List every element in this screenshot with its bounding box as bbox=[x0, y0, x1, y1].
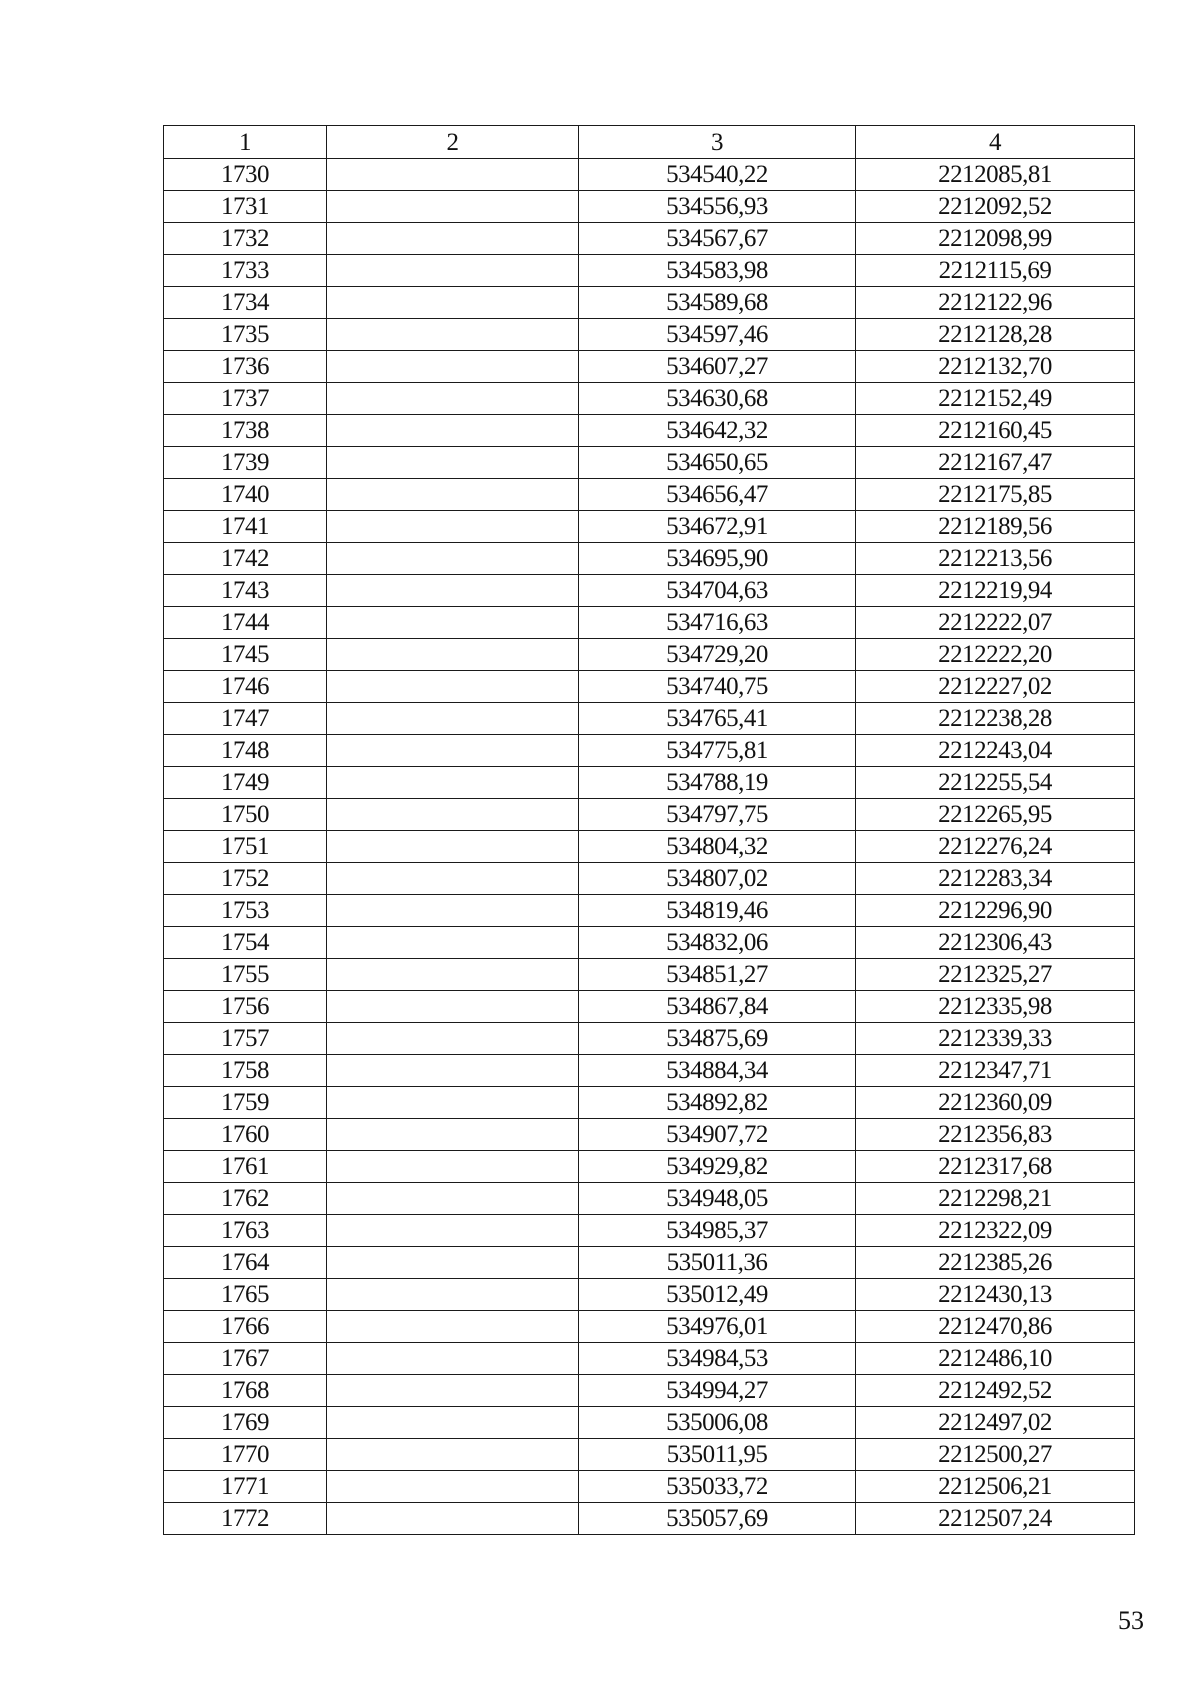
empty-cell bbox=[327, 511, 579, 543]
point-number-cell: 1762 bbox=[164, 1183, 327, 1215]
y-coordinate-cell: 2212430,13 bbox=[856, 1279, 1135, 1311]
point-number-cell: 1731 bbox=[164, 191, 327, 223]
x-coordinate-cell: 534650,65 bbox=[579, 447, 856, 479]
point-number-cell: 1766 bbox=[164, 1311, 327, 1343]
table-row bbox=[164, 831, 1135, 863]
table-row bbox=[164, 1343, 1135, 1375]
x-coordinate-cell: 535011,95 bbox=[579, 1439, 856, 1471]
table-row bbox=[164, 1119, 1135, 1151]
x-coordinate-cell: 534765,41 bbox=[579, 703, 856, 735]
y-coordinate-cell: 2212128,28 bbox=[856, 319, 1135, 351]
x-coordinate-cell: 534567,67 bbox=[579, 223, 856, 255]
table-row bbox=[164, 895, 1135, 927]
y-coordinate-cell: 2212160,45 bbox=[856, 415, 1135, 447]
point-number-cell: 1745 bbox=[164, 639, 327, 671]
point-number-cell: 1744 bbox=[164, 607, 327, 639]
y-coordinate-cell: 2212356,83 bbox=[856, 1119, 1135, 1151]
x-coordinate-cell: 534556,93 bbox=[579, 191, 856, 223]
point-number-cell: 1756 bbox=[164, 991, 327, 1023]
empty-cell bbox=[327, 543, 579, 575]
point-number-cell: 1760 bbox=[164, 1119, 327, 1151]
point-number-cell: 1765 bbox=[164, 1279, 327, 1311]
table-row bbox=[164, 1183, 1135, 1215]
point-number-cell: 1752 bbox=[164, 863, 327, 895]
point-number-cell: 1733 bbox=[164, 255, 327, 287]
y-coordinate-cell: 2212265,95 bbox=[856, 799, 1135, 831]
y-coordinate-cell: 2212243,04 bbox=[856, 735, 1135, 767]
x-coordinate-cell: 534642,32 bbox=[579, 415, 856, 447]
y-coordinate-cell: 2212492,52 bbox=[856, 1375, 1135, 1407]
empty-cell bbox=[327, 831, 579, 863]
y-coordinate-cell: 2212470,86 bbox=[856, 1311, 1135, 1343]
point-number-cell: 1771 bbox=[164, 1471, 327, 1503]
table-header bbox=[164, 126, 1135, 159]
point-number-cell: 1761 bbox=[164, 1151, 327, 1183]
table-row bbox=[164, 1023, 1135, 1055]
point-number-cell: 1751 bbox=[164, 831, 327, 863]
point-number-cell: 1735 bbox=[164, 319, 327, 351]
empty-cell bbox=[327, 351, 579, 383]
table-row bbox=[164, 991, 1135, 1023]
empty-cell bbox=[327, 159, 579, 191]
y-coordinate-cell: 2212213,56 bbox=[856, 543, 1135, 575]
x-coordinate-cell: 534656,47 bbox=[579, 479, 856, 511]
x-coordinate-cell: 534716,63 bbox=[579, 607, 856, 639]
table-row bbox=[164, 287, 1135, 319]
y-coordinate-cell: 2212222,07 bbox=[856, 607, 1135, 639]
empty-cell bbox=[327, 1151, 579, 1183]
table-row bbox=[164, 1439, 1135, 1471]
point-number-cell: 1772 bbox=[164, 1503, 327, 1535]
empty-cell bbox=[327, 1343, 579, 1375]
empty-cell bbox=[327, 1503, 579, 1535]
empty-cell bbox=[327, 959, 579, 991]
x-coordinate-cell: 534672,91 bbox=[579, 511, 856, 543]
table-row bbox=[164, 415, 1135, 447]
empty-cell bbox=[327, 767, 579, 799]
empty-cell bbox=[327, 1183, 579, 1215]
empty-cell bbox=[327, 863, 579, 895]
table-row bbox=[164, 575, 1135, 607]
y-coordinate-cell: 2212335,98 bbox=[856, 991, 1135, 1023]
x-coordinate-cell: 535033,72 bbox=[579, 1471, 856, 1503]
table-row bbox=[164, 607, 1135, 639]
point-number-cell: 1769 bbox=[164, 1407, 327, 1439]
x-coordinate-cell: 534729,20 bbox=[579, 639, 856, 671]
y-coordinate-cell: 2212360,09 bbox=[856, 1087, 1135, 1119]
x-coordinate-cell: 534597,46 bbox=[579, 319, 856, 351]
x-coordinate-cell: 535011,36 bbox=[579, 1247, 856, 1279]
x-coordinate-cell: 534984,53 bbox=[579, 1343, 856, 1375]
empty-cell bbox=[327, 1215, 579, 1247]
point-number-cell: 1768 bbox=[164, 1375, 327, 1407]
point-number-cell: 1770 bbox=[164, 1439, 327, 1471]
y-coordinate-cell: 2212167,47 bbox=[856, 447, 1135, 479]
table-row bbox=[164, 1151, 1135, 1183]
header-row bbox=[164, 126, 1135, 159]
table-row bbox=[164, 1055, 1135, 1087]
empty-cell bbox=[327, 799, 579, 831]
x-coordinate-cell: 534607,27 bbox=[579, 351, 856, 383]
y-coordinate-cell: 2212306,43 bbox=[856, 927, 1135, 959]
table-row bbox=[164, 159, 1135, 191]
table-body bbox=[164, 159, 1135, 1535]
y-coordinate-cell: 2212115,69 bbox=[856, 255, 1135, 287]
table-row bbox=[164, 511, 1135, 543]
point-number-cell: 1750 bbox=[164, 799, 327, 831]
empty-cell bbox=[327, 415, 579, 447]
y-coordinate-cell: 2212296,90 bbox=[856, 895, 1135, 927]
y-coordinate-cell: 2212219,94 bbox=[856, 575, 1135, 607]
y-coordinate-cell: 2212322,09 bbox=[856, 1215, 1135, 1247]
point-number-cell: 1737 bbox=[164, 383, 327, 415]
x-coordinate-cell: 534907,72 bbox=[579, 1119, 856, 1151]
point-number-cell: 1742 bbox=[164, 543, 327, 575]
x-coordinate-cell: 534788,19 bbox=[579, 767, 856, 799]
y-coordinate-cell: 2212317,68 bbox=[856, 1151, 1135, 1183]
y-coordinate-cell: 2212497,02 bbox=[856, 1407, 1135, 1439]
table-row bbox=[164, 959, 1135, 991]
point-number-cell: 1767 bbox=[164, 1343, 327, 1375]
point-number-cell: 1743 bbox=[164, 575, 327, 607]
x-coordinate-cell: 534807,02 bbox=[579, 863, 856, 895]
y-coordinate-cell: 2212098,99 bbox=[856, 223, 1135, 255]
table-row bbox=[164, 447, 1135, 479]
empty-cell bbox=[327, 1311, 579, 1343]
point-number-cell: 1740 bbox=[164, 479, 327, 511]
empty-cell bbox=[327, 1407, 579, 1439]
point-number-cell: 1763 bbox=[164, 1215, 327, 1247]
page-number: 53 bbox=[1118, 1606, 1144, 1635]
y-coordinate-cell: 2212085,81 bbox=[856, 159, 1135, 191]
y-coordinate-cell: 2212092,52 bbox=[856, 191, 1135, 223]
point-number-cell: 1757 bbox=[164, 1023, 327, 1055]
table-row bbox=[164, 639, 1135, 671]
x-coordinate-cell: 534994,27 bbox=[579, 1375, 856, 1407]
empty-cell bbox=[327, 607, 579, 639]
empty-cell bbox=[327, 1055, 579, 1087]
column-header-4: 4 bbox=[856, 126, 1135, 159]
point-number-cell: 1736 bbox=[164, 351, 327, 383]
x-coordinate-cell: 534832,06 bbox=[579, 927, 856, 959]
table-row bbox=[164, 927, 1135, 959]
table-row bbox=[164, 543, 1135, 575]
table-row bbox=[164, 351, 1135, 383]
table-row bbox=[164, 1279, 1135, 1311]
y-coordinate-cell: 2212122,96 bbox=[856, 287, 1135, 319]
y-coordinate-cell: 2212325,27 bbox=[856, 959, 1135, 991]
x-coordinate-cell: 534740,75 bbox=[579, 671, 856, 703]
empty-cell bbox=[327, 1439, 579, 1471]
x-coordinate-cell: 534884,34 bbox=[579, 1055, 856, 1087]
point-number-cell: 1732 bbox=[164, 223, 327, 255]
x-coordinate-cell: 534583,98 bbox=[579, 255, 856, 287]
x-coordinate-cell: 534630,68 bbox=[579, 383, 856, 415]
point-number-cell: 1738 bbox=[164, 415, 327, 447]
empty-cell bbox=[327, 1023, 579, 1055]
y-coordinate-cell: 2212222,20 bbox=[856, 639, 1135, 671]
point-number-cell: 1734 bbox=[164, 287, 327, 319]
point-number-cell: 1753 bbox=[164, 895, 327, 927]
x-coordinate-cell: 534819,46 bbox=[579, 895, 856, 927]
point-number-cell: 1730 bbox=[164, 159, 327, 191]
x-coordinate-cell: 534875,69 bbox=[579, 1023, 856, 1055]
x-coordinate-cell: 534892,82 bbox=[579, 1087, 856, 1119]
x-coordinate-cell: 534797,75 bbox=[579, 799, 856, 831]
empty-cell bbox=[327, 1087, 579, 1119]
point-number-cell: 1741 bbox=[164, 511, 327, 543]
column-header-3: 3 bbox=[579, 126, 856, 159]
x-coordinate-cell: 534851,27 bbox=[579, 959, 856, 991]
table-row bbox=[164, 1503, 1135, 1535]
x-coordinate-cell: 534948,05 bbox=[579, 1183, 856, 1215]
empty-cell bbox=[327, 735, 579, 767]
table-row bbox=[164, 383, 1135, 415]
x-coordinate-cell: 534775,81 bbox=[579, 735, 856, 767]
empty-cell bbox=[327, 1471, 579, 1503]
empty-cell bbox=[327, 383, 579, 415]
y-coordinate-cell: 2212486,10 bbox=[856, 1343, 1135, 1375]
x-coordinate-cell: 534804,32 bbox=[579, 831, 856, 863]
y-coordinate-cell: 2212298,21 bbox=[856, 1183, 1135, 1215]
x-coordinate-cell: 535012,49 bbox=[579, 1279, 856, 1311]
y-coordinate-cell: 2212506,21 bbox=[856, 1471, 1135, 1503]
empty-cell bbox=[327, 287, 579, 319]
table-row bbox=[164, 1215, 1135, 1247]
table-row bbox=[164, 223, 1135, 255]
table-row bbox=[164, 1311, 1135, 1343]
x-coordinate-cell: 534695,90 bbox=[579, 543, 856, 575]
empty-cell bbox=[327, 575, 579, 607]
y-coordinate-cell: 2212255,54 bbox=[856, 767, 1135, 799]
table-row bbox=[164, 799, 1135, 831]
coordinates-table bbox=[163, 125, 1135, 1535]
empty-cell bbox=[327, 703, 579, 735]
empty-cell bbox=[327, 447, 579, 479]
table-row bbox=[164, 1407, 1135, 1439]
x-coordinate-cell: 535057,69 bbox=[579, 1503, 856, 1535]
x-coordinate-cell: 534704,63 bbox=[579, 575, 856, 607]
x-coordinate-cell: 534867,84 bbox=[579, 991, 856, 1023]
empty-cell bbox=[327, 895, 579, 927]
y-coordinate-cell: 2212227,02 bbox=[856, 671, 1135, 703]
empty-cell bbox=[327, 319, 579, 351]
y-coordinate-cell: 2212507,24 bbox=[856, 1503, 1135, 1535]
point-number-cell: 1748 bbox=[164, 735, 327, 767]
x-coordinate-cell: 534929,82 bbox=[579, 1151, 856, 1183]
empty-cell bbox=[327, 991, 579, 1023]
x-coordinate-cell: 534976,01 bbox=[579, 1311, 856, 1343]
y-coordinate-cell: 2212347,71 bbox=[856, 1055, 1135, 1087]
empty-cell bbox=[327, 223, 579, 255]
y-coordinate-cell: 2212152,49 bbox=[856, 383, 1135, 415]
y-coordinate-cell: 2212283,34 bbox=[856, 863, 1135, 895]
empty-cell bbox=[327, 671, 579, 703]
table-row bbox=[164, 671, 1135, 703]
y-coordinate-cell: 2212175,85 bbox=[856, 479, 1135, 511]
empty-cell bbox=[327, 1247, 579, 1279]
y-coordinate-cell: 2212276,24 bbox=[856, 831, 1135, 863]
empty-cell bbox=[327, 639, 579, 671]
y-coordinate-cell: 2212132,70 bbox=[856, 351, 1135, 383]
point-number-cell: 1759 bbox=[164, 1087, 327, 1119]
point-number-cell: 1746 bbox=[164, 671, 327, 703]
point-number-cell: 1739 bbox=[164, 447, 327, 479]
table-row bbox=[164, 703, 1135, 735]
empty-cell bbox=[327, 1279, 579, 1311]
empty-cell bbox=[327, 1375, 579, 1407]
table-row bbox=[164, 479, 1135, 511]
y-coordinate-cell: 2212238,28 bbox=[856, 703, 1135, 735]
empty-cell bbox=[327, 479, 579, 511]
table-row bbox=[164, 767, 1135, 799]
x-coordinate-cell: 535006,08 bbox=[579, 1407, 856, 1439]
column-header-1: 1 bbox=[164, 126, 327, 159]
point-number-cell: 1755 bbox=[164, 959, 327, 991]
point-number-cell: 1764 bbox=[164, 1247, 327, 1279]
table-row bbox=[164, 255, 1135, 287]
column-header-2: 2 bbox=[327, 126, 579, 159]
x-coordinate-cell: 534985,37 bbox=[579, 1215, 856, 1247]
point-number-cell: 1758 bbox=[164, 1055, 327, 1087]
table-row bbox=[164, 1375, 1135, 1407]
y-coordinate-cell: 2212339,33 bbox=[856, 1023, 1135, 1055]
empty-cell bbox=[327, 927, 579, 959]
point-number-cell: 1749 bbox=[164, 767, 327, 799]
empty-cell bbox=[327, 191, 579, 223]
point-number-cell: 1747 bbox=[164, 703, 327, 735]
y-coordinate-cell: 2212189,56 bbox=[856, 511, 1135, 543]
table-row bbox=[164, 1471, 1135, 1503]
empty-cell bbox=[327, 1119, 579, 1151]
x-coordinate-cell: 534540,22 bbox=[579, 159, 856, 191]
table-row bbox=[164, 863, 1135, 895]
table-row bbox=[164, 735, 1135, 767]
table-row bbox=[164, 191, 1135, 223]
x-coordinate-cell: 534589,68 bbox=[579, 287, 856, 319]
y-coordinate-cell: 2212385,26 bbox=[856, 1247, 1135, 1279]
point-number-cell: 1754 bbox=[164, 927, 327, 959]
table-row bbox=[164, 319, 1135, 351]
y-coordinate-cell: 2212500,27 bbox=[856, 1439, 1135, 1471]
table-row bbox=[164, 1247, 1135, 1279]
table-row bbox=[164, 1087, 1135, 1119]
empty-cell bbox=[327, 255, 579, 287]
